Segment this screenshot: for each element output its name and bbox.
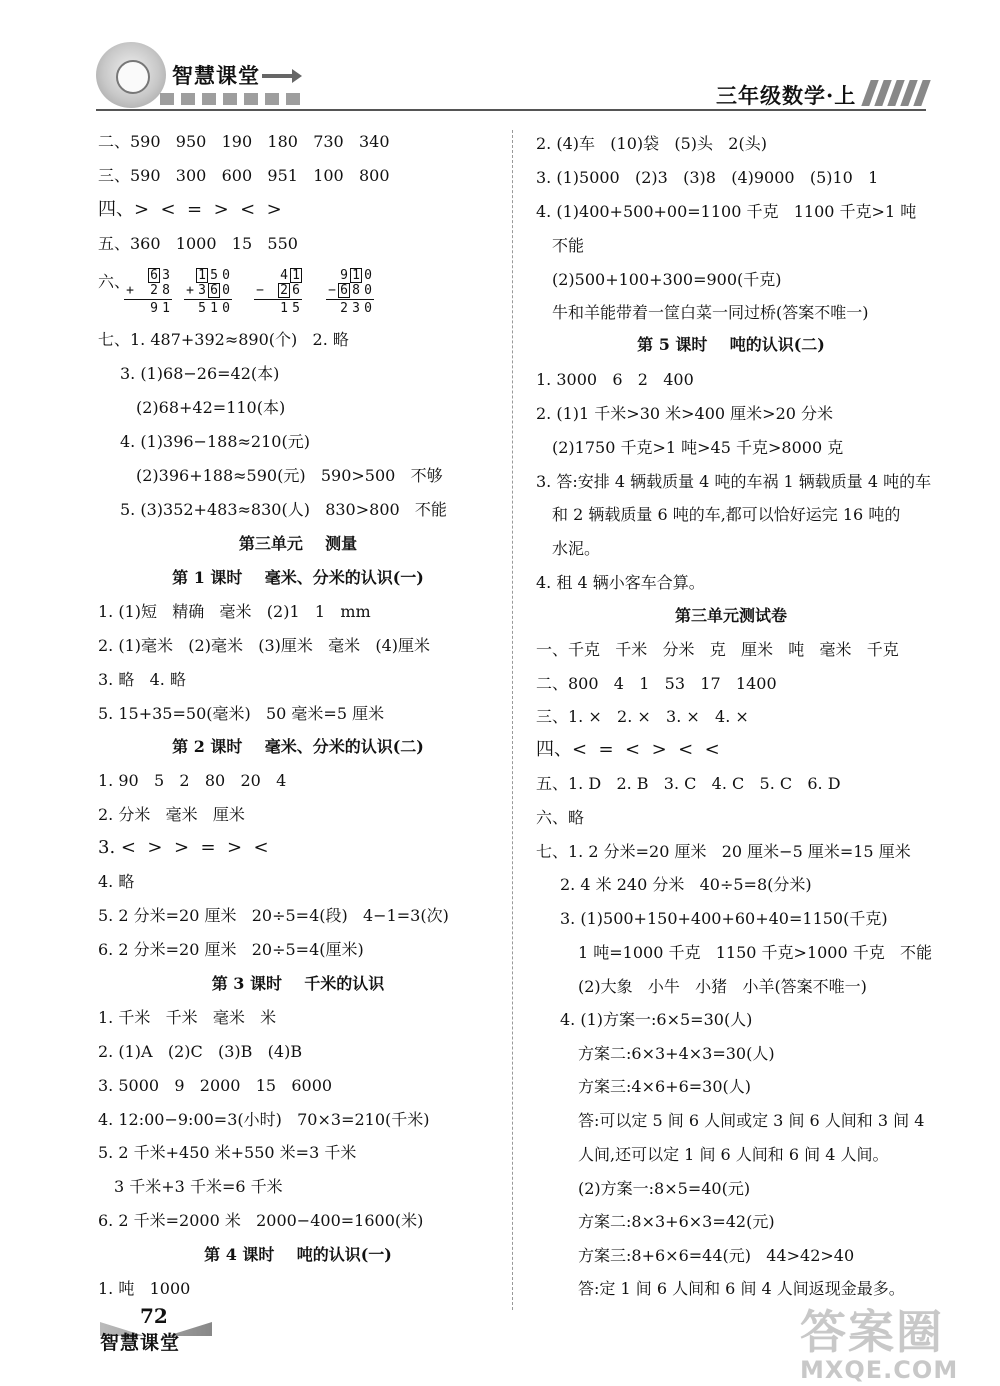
- answer-line: (2)68+42=110(本): [136, 398, 286, 417]
- digit: 6: [208, 283, 220, 298]
- answer-line: 五、360 1000 15 550: [98, 234, 298, 253]
- answer-line: 二、590 950 190 180 730 340: [98, 132, 390, 151]
- watermark-line1: 答案圈: [800, 1305, 944, 1359]
- digit: 3: [352, 301, 360, 316]
- digit: 2: [278, 283, 290, 298]
- lesson-heading: 第 3 课时 千米的认识: [211, 974, 385, 993]
- answer-line: 4. (1)400+500+00=1100 千克 1100 千克>1 吨: [536, 202, 917, 221]
- answer-line: 七、1. 2 分米=20 厘米 20 厘米−5 厘米=15 厘米: [536, 842, 911, 861]
- answer-line: 4. 租 4 辆小客车合算。: [536, 573, 705, 592]
- answer-line: 2. (1)毫米 (2)毫米 (3)厘米 毫米 (4)厘米: [98, 636, 431, 655]
- digit: 5: [210, 268, 218, 283]
- digit: 6: [292, 283, 300, 298]
- header-squares-decoration: [160, 93, 300, 105]
- digit: 4: [280, 268, 288, 283]
- digit: 1: [280, 301, 288, 316]
- answer-line: (2)方案一:8×5=40(元): [578, 1179, 751, 1198]
- footer-series-title: 智慧课堂: [100, 1332, 181, 1354]
- vertical-calc: 1 5 0 + 3 6 0 5 1 0: [184, 268, 232, 316]
- digit: 8: [352, 283, 360, 298]
- vertical-calc: 6 3 + 2 8 9 1: [124, 268, 172, 316]
- answer-line: 5. 15+35=50(毫米) 50 毫米=5 厘米: [98, 704, 385, 723]
- digit: 9: [150, 301, 158, 316]
- answer-line: 5. 2 千米+450 米+550 米=3 千米: [98, 1143, 357, 1162]
- answer-line: 三、590 300 600 951 100 800: [98, 166, 390, 185]
- mascot-logo-icon: [96, 42, 166, 108]
- series-title: 智慧课堂: [172, 63, 260, 88]
- answer-line: 3 千米+3 千米=6 千米: [114, 1177, 283, 1196]
- digit: [266, 301, 278, 316]
- header-rule: [96, 109, 926, 111]
- answer-line: (2)500+100+300=900(千克): [552, 270, 782, 289]
- answer-line: 方案三:4×6+6=30(人): [578, 1077, 751, 1096]
- digit: 1: [196, 268, 208, 283]
- answer-line: 2. 4 米 240 分米 40÷5=8(分米): [560, 875, 812, 894]
- unit-heading: 第三单元 测量: [238, 534, 358, 553]
- digit: 2: [150, 283, 158, 298]
- answer-line: 1. 吨 1000: [98, 1279, 191, 1298]
- answer-line: 3. (1)500+150+400+60+40=1150(千克): [560, 909, 888, 928]
- page-number: 72: [140, 1304, 168, 1328]
- arrow-icon: [262, 74, 294, 78]
- digit: 3: [162, 268, 170, 283]
- digit: 0: [364, 301, 372, 316]
- answer-line: 4. 12:00−9:00=3(小时) 70×3=210(千米): [98, 1110, 430, 1129]
- digit: 8: [162, 283, 170, 298]
- subject-title: 三年级数学·上: [716, 83, 857, 108]
- watermark-line2: MXQE.COM: [800, 1356, 959, 1384]
- answer-line: 1. (1)短 精确 毫米 (2)1 1 mm: [98, 602, 371, 621]
- digit: [136, 268, 148, 283]
- digit: 0: [222, 301, 230, 316]
- answer-line: 3. 5000 9 2000 15 6000: [98, 1076, 333, 1095]
- answer-line: 4. (1)396−188≈210(元): [120, 432, 310, 451]
- digit: 1: [210, 301, 218, 316]
- answer-line: 五、1. D 2. B 3. C 4. C 5. C 6. D: [536, 774, 841, 793]
- answer-line: 答:可以定 5 间 6 人间或定 3 间 6 人间和 3 间 4: [578, 1111, 925, 1130]
- answer-line: 六、略: [536, 808, 585, 827]
- answer-line: 4. 略: [98, 872, 135, 891]
- answer-line: 七、1. 487+392≈890(个) 2. 略: [98, 330, 349, 349]
- answer-line: 6. 2 分米=20 厘米 20÷5=4(厘米): [98, 940, 364, 959]
- answer-line: 3. 答:安排 4 辆载质量 4 吨的车祸 1 辆载质量 4 吨的车: [536, 472, 932, 491]
- digit: 6: [148, 268, 160, 283]
- answer-line: (2)396+188≈590(元) 590>500 不够: [136, 466, 443, 485]
- answer-line: 方案二:6×3+4×3=30(人): [578, 1044, 775, 1063]
- digit: 1: [290, 268, 302, 283]
- digit: 0: [364, 283, 372, 298]
- answer-line: 2. (4)车 (10)袋 (5)头 2(头): [536, 134, 767, 153]
- answer-line: 方案三:8+6×6=44(元) 44>42>40: [578, 1246, 855, 1265]
- vertical-calc: 9 1 0 − 6 8 0 2 3 0: [326, 268, 374, 316]
- answer-line: 2. (1)A (2)C (3)B (4)B: [98, 1042, 303, 1061]
- digit: 0: [222, 268, 230, 283]
- answer-line: 2. (1)1 千米>30 米>400 厘米>20 分米: [536, 404, 834, 423]
- digit: [266, 283, 278, 298]
- digit: [266, 268, 278, 283]
- answer-line: 牛和羊能带着一筐白菜一同过桥(答案不唯一): [552, 303, 869, 322]
- digit: 0: [222, 283, 230, 298]
- answer-line: 6. 2 千米=2000 米 2000−400=1600(米): [98, 1211, 424, 1230]
- answer-line: 1 吨=1000 千克 1150 千克>1000 千克 不能: [578, 943, 933, 962]
- digit: 0: [364, 268, 372, 283]
- answer-line: 三、1. × 2. × 3. × 4. ×: [536, 707, 749, 726]
- lesson-heading: 第 2 课时 毫米、分米的认识(二): [172, 737, 424, 756]
- answer-line: 答:定 1 间 6 人间和 6 间 4 人间返现金最多。: [578, 1279, 905, 1298]
- answer-line: 2. 分米 毫米 厘米: [98, 805, 245, 824]
- test-heading: 第三单元测试卷: [674, 606, 787, 625]
- watermark: [800, 1296, 958, 1384]
- answer-line: 四、< = < > < <: [536, 739, 720, 760]
- answer-line: 5. 2 分米=20 厘米 20÷5=4(段) 4−1=3(次): [98, 906, 449, 925]
- digit: 3: [198, 283, 206, 298]
- lesson-heading: 第 1 课时 毫米、分米的认识(一): [172, 568, 424, 587]
- answer-line: 4. (1)方案一:6×5=30(人): [560, 1010, 753, 1029]
- digit: 9: [340, 268, 348, 283]
- answer-line: 1. 3000 6 2 400: [536, 370, 694, 389]
- answer-line: 和 2 辆载质量 6 吨的车,都可以恰好运完 16 吨的: [552, 505, 901, 524]
- answer-line: 3. (1)68−26=42(本): [120, 364, 280, 383]
- answer-line: 1. 90 5 2 80 20 4: [98, 771, 287, 790]
- digit: 1: [162, 301, 170, 316]
- answer-line: 一、千克 千米 分米 克 厘米 吨 毫米 千克: [536, 640, 899, 659]
- digit: 6: [338, 283, 350, 298]
- vertical-calc-label: 六、: [98, 272, 131, 291]
- digit: [136, 283, 148, 298]
- answer-line: 5. (3)352+483≈830(人) 830>800 不能: [120, 500, 447, 519]
- answer-line: 1. 千米 千米 毫米 米: [98, 1008, 277, 1027]
- digit: [136, 301, 148, 316]
- digit: 5: [198, 301, 206, 316]
- lesson-heading: 第 4 课时 吨的认识(一): [204, 1245, 392, 1264]
- header-stripes-decoration: [866, 80, 926, 106]
- digit: 1: [350, 268, 362, 283]
- answer-line: 方案二:8×3+6×3=42(元): [578, 1212, 775, 1231]
- answer-line: (2)大象 小牛 小猪 小羊(答案不唯一): [578, 977, 867, 996]
- answer-line: 不能: [552, 236, 585, 255]
- answer-line: 水泥。: [552, 539, 601, 558]
- vertical-calc: 4 1 − 2 6 1 5: [254, 268, 302, 316]
- answer-line: 3. < > > = > <: [98, 837, 269, 858]
- digit: 5: [292, 301, 300, 316]
- answer-line: (2)1750 千克>1 吨>45 千克>8000 克: [552, 438, 844, 457]
- column-divider: [512, 130, 513, 1310]
- lesson-heading: 第 5 课时 吨的认识(二): [637, 335, 825, 354]
- answer-line: 3. (1)5000 (2)3 (3)8 (4)9000 (5)10 1: [536, 168, 879, 187]
- answer-line: 四、> < = > < >: [98, 199, 282, 220]
- answer-line: 3. 略 4. 略: [98, 670, 186, 689]
- digit: 2: [340, 301, 348, 316]
- answer-line: 人间,还可以定 1 间 6 人间和 6 间 4 人间。: [578, 1145, 889, 1164]
- answer-line: 二、800 4 1 53 17 1400: [536, 674, 777, 693]
